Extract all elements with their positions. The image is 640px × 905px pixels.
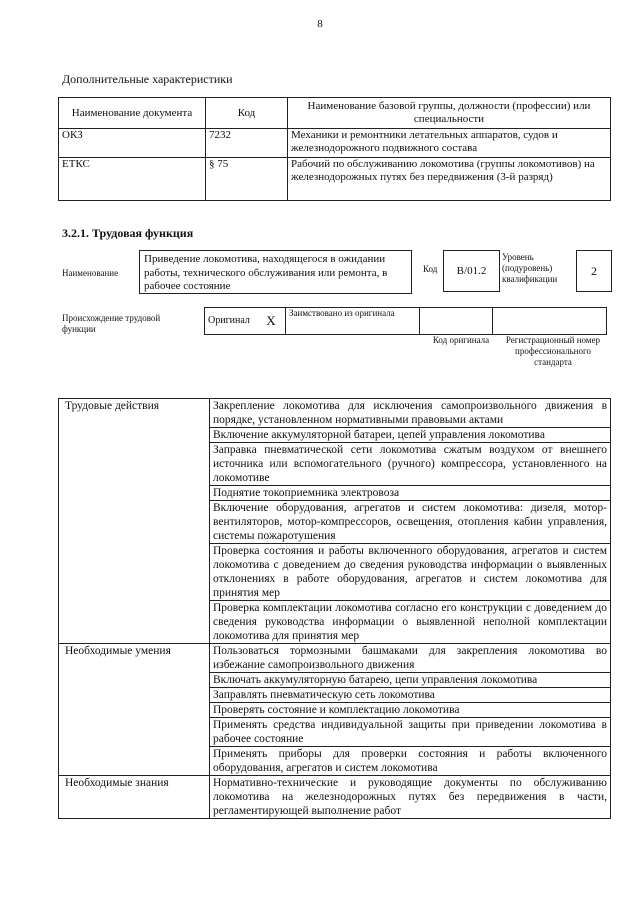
column-header: Наименование базовой группы, должности (профессии) или специальности bbox=[288, 98, 611, 129]
name-label: Наименование bbox=[62, 268, 119, 278]
table-cell: Рабочий по обслуживанию локомотива (группы локомотивов) на железнодорожных путях без передвижения (3-й разряд) bbox=[288, 158, 611, 201]
origin-label: Происхождение трудовой функции bbox=[62, 313, 161, 334]
list-item: Включение аккумуляторной батареи, цепей управления локомотива bbox=[210, 428, 611, 443]
original-code-cell bbox=[420, 308, 493, 335]
table-header-row bbox=[59, 98, 611, 129]
code-label: Код bbox=[423, 264, 438, 274]
page-number: 8 bbox=[317, 18, 323, 30]
level-label: Уровень (подуровень) квалификации bbox=[502, 252, 558, 284]
list-item: Применять средства индивидуальной защиты при приведении локомотива в рабочее состояние bbox=[210, 718, 611, 747]
registration-caption: Регистрационный номер профессионального стандарта bbox=[505, 335, 601, 367]
category-cell: Трудовые действия bbox=[59, 399, 210, 644]
function-name-box: Приведение локомотива, находящегося в ожидании работы, технического обслуживания или ремонта, в рабочее состояние bbox=[139, 250, 412, 294]
category-cell: Необходимые знания bbox=[59, 776, 210, 819]
list-item: Пользоваться тормозными башмаками для закрепления локомотива во избежание самопроизвольного движения bbox=[210, 644, 611, 673]
characteristics-table bbox=[58, 97, 611, 201]
function-code-box: В/01.2 bbox=[443, 250, 500, 292]
list-item: Нормативно-технические и руководящие документы по обслуживанию локомотива на железнодорожных путях без передвижения в части, регламентирующей выполнение работ bbox=[210, 776, 611, 819]
list-item: Заправка пневматической сети локомотива сжатым воздухом от внешнего источника или вспомогательного (ручного) компрессора, установленного на локомотиве bbox=[210, 443, 611, 486]
table-cell: § 75 bbox=[206, 158, 288, 201]
original-label: Оригинал bbox=[205, 308, 258, 335]
list-item: Проверка комплектации локомотива согласно его конструкции с доведением до сведения руководства информации о выявленной неполной комплектации локомотива для принятия мер bbox=[210, 601, 611, 644]
function-title: 3.2.1. Трудовая функция bbox=[62, 226, 194, 240]
table-cell: ЕТКС bbox=[59, 158, 206, 201]
section-heading: Дополнительные характеристики bbox=[62, 72, 233, 86]
table-cell: Механики и ремонтники летательных аппаратов, судов и железнодорожного подвижного состава bbox=[288, 129, 611, 158]
table-row bbox=[59, 129, 611, 158]
list-item: Закрепление локомотива для исключения самопроизвольного движения в порядке, установленном нормативными правовыми актами bbox=[210, 399, 611, 428]
table-row bbox=[59, 399, 611, 428]
table-row bbox=[59, 158, 611, 201]
table-cell: ОКЗ bbox=[59, 129, 206, 158]
list-item: Поднятие токоприемника электровоза bbox=[210, 486, 611, 501]
code-caption: Код оригинала bbox=[432, 335, 490, 345]
category-cell: Необходимые умения bbox=[59, 644, 210, 776]
origin-table bbox=[204, 307, 607, 335]
column-header: Наименование документа bbox=[59, 98, 206, 129]
list-item: Включение оборудования, агрегатов и систем локомотива: дизеля, мотор-вентиляторов, мотор-компрессоров, освещения, отопления кабин управления, системы пожаротушения bbox=[210, 501, 611, 544]
list-item: Включать аккумуляторную батарею, цепи управления локомотива bbox=[210, 673, 611, 688]
table-row bbox=[59, 644, 611, 673]
list-item: Применять приборы для проверки состояния и работы включенного оборудования, агрегатов и систем локомотива bbox=[210, 747, 611, 776]
table-row bbox=[59, 776, 611, 819]
level-box: 2 bbox=[576, 250, 612, 292]
list-item: Заправлять пневматическую сеть локомотива bbox=[210, 688, 611, 703]
function-details-table bbox=[58, 398, 611, 819]
registration-number-cell bbox=[493, 308, 607, 335]
list-item: Проверять состояние и комплектацию локомотива bbox=[210, 703, 611, 718]
borrowed-label: Заимствовано из оригинала bbox=[286, 308, 420, 335]
list-item: Проверка состояния и работы включенного оборудования, агрегатов и систем локомотива с доведением до сведения руководства информации о выявленных отклонениях в работе оборудования, агрегатов и систем локомотива для принятия мер bbox=[210, 544, 611, 601]
column-header: Код bbox=[206, 98, 288, 129]
table-cell: 7232 bbox=[206, 129, 288, 158]
original-mark: X bbox=[257, 308, 286, 335]
